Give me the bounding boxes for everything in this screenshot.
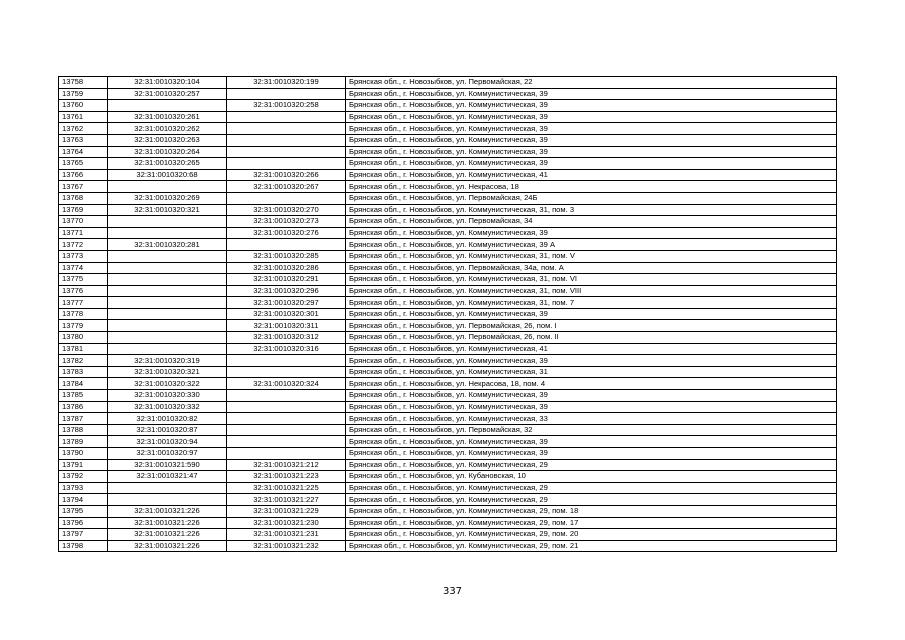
object-cadastral-number-cell: 32:31:0010320:258 [227, 100, 346, 112]
table-row [59, 285, 837, 297]
cadastral-number-cell [108, 343, 227, 355]
row-number-cell: 13795 [59, 505, 108, 517]
row-number-cell: 13774 [59, 262, 108, 274]
object-cadastral-number-cell [227, 424, 346, 436]
row-number-cell: 13763 [59, 134, 108, 146]
registry-table-body [59, 77, 837, 552]
table-row [59, 262, 837, 274]
address-cell: Брянская обл., г. Новозыбков, ул. Кубановская, 10 [346, 471, 837, 483]
cadastral-number-cell: 32:31:0010320:321 [108, 366, 227, 378]
cadastral-number-cell [108, 100, 227, 112]
object-cadastral-number-cell: 32:31:0010321:232 [227, 540, 346, 552]
row-number-cell: 13788 [59, 424, 108, 436]
address-cell: Брянская обл., г. Новозыбков, ул. Коммунистическая, 31, пом. 7 [346, 297, 837, 309]
cadastral-number-cell [108, 285, 227, 297]
address-cell: Брянская обл., г. Новозыбков, ул. Коммунистическая, 39 [346, 436, 837, 448]
table-row [59, 320, 837, 332]
address-cell: Брянская обл., г. Новозыбков, ул. Коммунистическая, 33 [346, 413, 837, 425]
cadastral-number-cell [108, 494, 227, 506]
object-cadastral-number-cell: 32:31:0010320:316 [227, 343, 346, 355]
cadastral-number-cell: 32:31:0010320:104 [108, 77, 227, 89]
row-number-cell: 13798 [59, 540, 108, 552]
row-number-cell: 13784 [59, 378, 108, 390]
address-cell: Брянская обл., г. Новозыбков, ул. Первомайская, 26, пом. I [346, 320, 837, 332]
address-cell: Брянская обл., г. Новозыбков, ул. Коммунистическая, 39 [346, 448, 837, 460]
address-cell: Брянская обл., г. Новозыбков, ул. Первомайская, 24Б [346, 192, 837, 204]
object-cadastral-number-cell [227, 366, 346, 378]
object-cadastral-number-cell: 32:31:0010320:301 [227, 308, 346, 320]
object-cadastral-number-cell: 32:31:0010321:227 [227, 494, 346, 506]
row-number-cell: 13776 [59, 285, 108, 297]
cadastral-number-cell: 32:31:0010320:263 [108, 134, 227, 146]
row-number-cell: 13783 [59, 366, 108, 378]
row-number-cell: 13796 [59, 517, 108, 529]
address-cell: Брянская обл., г. Новозыбков, ул. Коммунистическая, 39 [346, 308, 837, 320]
table-row [59, 192, 837, 204]
table-row [59, 505, 837, 517]
page-number: 337 [442, 586, 463, 597]
address-cell: Брянская обл., г. Новозыбков, ул. Коммунистическая, 41 [346, 169, 837, 181]
table-row [59, 146, 837, 158]
cadastral-number-cell [108, 320, 227, 332]
address-cell: Брянская обл., г. Новозыбков, ул. Некрасова, 18 [346, 181, 837, 193]
address-cell: Брянская обл., г. Новозыбков, ул. Коммунистическая, 31, пом. VI [346, 274, 837, 286]
address-cell: Брянская обл., г. Новозыбков, ул. Коммунистическая, 39 [346, 134, 837, 146]
cadastral-number-cell: 32:31:0010320:68 [108, 169, 227, 181]
table-row [59, 436, 837, 448]
address-cell: Брянская обл., г. Новозыбков, ул. Коммунистическая, 29, пом. 17 [346, 517, 837, 529]
object-cadastral-number-cell: 32:31:0010321:225 [227, 482, 346, 494]
object-cadastral-number-cell [227, 111, 346, 123]
address-cell: Брянская обл., г. Новозыбков, ул. Первомайская, 22 [346, 77, 837, 89]
table-row [59, 413, 837, 425]
row-number-cell: 13770 [59, 216, 108, 228]
table-row [59, 366, 837, 378]
table-row [59, 459, 837, 471]
row-number-cell: 13762 [59, 123, 108, 135]
object-cadastral-number-cell: 32:31:0010320:312 [227, 332, 346, 344]
cadastral-number-cell [108, 274, 227, 286]
cadastral-number-cell: 32:31:0010320:94 [108, 436, 227, 448]
object-cadastral-number-cell [227, 448, 346, 460]
cadastral-number-cell: 32:31:0010320:97 [108, 448, 227, 460]
row-number-cell: 13760 [59, 100, 108, 112]
row-number-cell: 13791 [59, 459, 108, 471]
object-cadastral-number-cell: 32:31:0010321:230 [227, 517, 346, 529]
address-cell: Брянская обл., г. Новозыбков, ул. Первомайская, 32 [346, 424, 837, 436]
registry-table [58, 76, 837, 552]
cadastral-number-cell: 32:31:0010320:269 [108, 192, 227, 204]
object-cadastral-number-cell: 32:31:0010320:270 [227, 204, 346, 216]
table-row [59, 169, 837, 181]
row-number-cell: 13761 [59, 111, 108, 123]
cadastral-number-cell: 32:31:0010320:265 [108, 158, 227, 170]
table-row [59, 239, 837, 251]
object-cadastral-number-cell [227, 239, 346, 251]
address-cell: Брянская обл., г. Новозыбков, ул. Коммунистическая, 39 А [346, 239, 837, 251]
row-number-cell: 13767 [59, 181, 108, 193]
row-number-cell: 13772 [59, 239, 108, 251]
table-row [59, 424, 837, 436]
row-number-cell: 13797 [59, 529, 108, 541]
cadastral-number-cell: 32:31:0010320:264 [108, 146, 227, 158]
table-row [59, 308, 837, 320]
address-cell: Брянская обл., г. Новозыбков, ул. Коммунистическая, 39 [346, 158, 837, 170]
table-row [59, 494, 837, 506]
row-number-cell: 13789 [59, 436, 108, 448]
object-cadastral-number-cell [227, 390, 346, 402]
object-cadastral-number-cell: 32:31:0010321:223 [227, 471, 346, 483]
cadastral-number-cell: 32:31:0010320:82 [108, 413, 227, 425]
table-row [59, 448, 837, 460]
cadastral-number-cell: 32:31:0010320:281 [108, 239, 227, 251]
address-cell: Брянская обл., г. Новозыбков, ул. Коммунистическая, 39 [346, 123, 837, 135]
row-number-cell: 13768 [59, 192, 108, 204]
address-cell: Брянская обл., г. Новозыбков, ул. Коммунистическая, 39 [346, 146, 837, 158]
object-cadastral-number-cell: 32:31:0010320:266 [227, 169, 346, 181]
table-row [59, 343, 837, 355]
table-row [59, 517, 837, 529]
cadastral-number-cell: 32:31:0010321:226 [108, 540, 227, 552]
table-row [59, 378, 837, 390]
cadastral-number-cell [108, 227, 227, 239]
table-row [59, 227, 837, 239]
address-cell: Брянская обл., г. Новозыбков, ул. Коммунистическая, 39 [346, 390, 837, 402]
address-cell: Брянская обл., г. Новозыбков, ул. Коммунистическая, 39 [346, 401, 837, 413]
table-row [59, 297, 837, 309]
cadastral-number-cell: 32:31:0010321:47 [108, 471, 227, 483]
cadastral-number-cell [108, 297, 227, 309]
table-row [59, 216, 837, 228]
address-cell: Брянская обл., г. Новозыбков, ул. Коммунистическая, 31, пом. VIII [346, 285, 837, 297]
object-cadastral-number-cell [227, 436, 346, 448]
row-number-cell: 13779 [59, 320, 108, 332]
table-row [59, 540, 837, 552]
object-cadastral-number-cell: 32:31:0010320:297 [227, 297, 346, 309]
object-cadastral-number-cell [227, 401, 346, 413]
row-number-cell: 13792 [59, 471, 108, 483]
cadastral-number-cell [108, 181, 227, 193]
cadastral-number-cell: 32:31:0010321:590 [108, 459, 227, 471]
cadastral-number-cell: 32:31:0010320:332 [108, 401, 227, 413]
object-cadastral-number-cell: 32:31:0010321:231 [227, 529, 346, 541]
table-row [59, 123, 837, 135]
row-number-cell: 13787 [59, 413, 108, 425]
row-number-cell: 13781 [59, 343, 108, 355]
table-row [59, 250, 837, 262]
address-cell: Брянская обл., г. Новозыбков, ул. Коммунистическая, 29, пом. 18 [346, 505, 837, 517]
address-cell: Брянская обл., г. Новозыбков, ул. Коммунистическая, 31 [346, 366, 837, 378]
table-row [59, 77, 837, 89]
object-cadastral-number-cell: 32:31:0010321:229 [227, 505, 346, 517]
address-cell: Брянская обл., г. Новозыбков, ул. Некрасова, 18, пом. 4 [346, 378, 837, 390]
object-cadastral-number-cell [227, 134, 346, 146]
object-cadastral-number-cell: 32:31:0010320:311 [227, 320, 346, 332]
cadastral-number-cell: 32:31:0010321:226 [108, 529, 227, 541]
table-row [59, 332, 837, 344]
object-cadastral-number-cell: 32:31:0010321:212 [227, 459, 346, 471]
table-row [59, 100, 837, 112]
table-row [59, 482, 837, 494]
row-number-cell: 13759 [59, 88, 108, 100]
cadastral-number-cell: 32:31:0010320:261 [108, 111, 227, 123]
table-row [59, 471, 837, 483]
cadastral-number-cell: 32:31:0010320:321 [108, 204, 227, 216]
object-cadastral-number-cell: 32:31:0010320:291 [227, 274, 346, 286]
object-cadastral-number-cell: 32:31:0010320:267 [227, 181, 346, 193]
row-number-cell: 13771 [59, 227, 108, 239]
table-row [59, 529, 837, 541]
object-cadastral-number-cell: 32:31:0010320:285 [227, 250, 346, 262]
cadastral-number-cell: 32:31:0010320:330 [108, 390, 227, 402]
address-cell: Брянская обл., г. Новозыбков, ул. Первомайская, 26, пом. II [346, 332, 837, 344]
cadastral-number-cell [108, 250, 227, 262]
row-number-cell: 13773 [59, 250, 108, 262]
address-cell: Брянская обл., г. Новозыбков, ул. Коммунистическая, 29, пом. 21 [346, 540, 837, 552]
table-row [59, 390, 837, 402]
object-cadastral-number-cell [227, 146, 346, 158]
address-cell: Брянская обл., г. Новозыбков, ул. Коммунистическая, 39 [346, 355, 837, 367]
row-number-cell: 13777 [59, 297, 108, 309]
address-cell: Брянская обл., г. Новозыбков, ул. Коммунистическая, 39 [346, 111, 837, 123]
object-cadastral-number-cell [227, 355, 346, 367]
address-cell: Брянская обл., г. Новозыбков, ул. Первомайская, 34 [346, 216, 837, 228]
address-cell: Брянская обл., г. Новозыбков, ул. Коммунистическая, 29 [346, 494, 837, 506]
address-cell: Брянская обл., г. Новозыбков, ул. Коммунистическая, 31, пом. 3 [346, 204, 837, 216]
cadastral-number-cell: 32:31:0010321:226 [108, 505, 227, 517]
object-cadastral-number-cell: 32:31:0010320:286 [227, 262, 346, 274]
cadastral-number-cell: 32:31:0010321:226 [108, 517, 227, 529]
address-cell: Брянская обл., г. Новозыбков, ул. Коммунистическая, 29 [346, 482, 837, 494]
row-number-cell: 13780 [59, 332, 108, 344]
cadastral-number-cell [108, 332, 227, 344]
row-number-cell: 13785 [59, 390, 108, 402]
row-number-cell: 13794 [59, 494, 108, 506]
cadastral-number-cell: 32:31:0010320:322 [108, 378, 227, 390]
row-number-cell: 13758 [59, 77, 108, 89]
object-cadastral-number-cell [227, 413, 346, 425]
object-cadastral-number-cell [227, 158, 346, 170]
row-number-cell: 13793 [59, 482, 108, 494]
object-cadastral-number-cell: 32:31:0010320:273 [227, 216, 346, 228]
cadastral-number-cell [108, 482, 227, 494]
table-row [59, 355, 837, 367]
address-cell: Брянская обл., г. Новозыбков, ул. Коммунистическая, 39 [346, 227, 837, 239]
address-cell: Брянская обл., г. Новозыбков, ул. Коммунистическая, 39 [346, 100, 837, 112]
object-cadastral-number-cell: 32:31:0010320:296 [227, 285, 346, 297]
row-number-cell: 13778 [59, 308, 108, 320]
address-cell: Брянская обл., г. Новозыбков, ул. Коммунистическая, 29, пом. 20 [346, 529, 837, 541]
row-number-cell: 13775 [59, 274, 108, 286]
address-cell: Брянская обл., г. Новозыбков, ул. Коммунистическая, 41 [346, 343, 837, 355]
address-cell: Брянская обл., г. Новозыбков, ул. Коммунистическая, 29 [346, 459, 837, 471]
object-cadastral-number-cell [227, 123, 346, 135]
cadastral-number-cell: 32:31:0010320:257 [108, 88, 227, 100]
row-number-cell: 13769 [59, 204, 108, 216]
object-cadastral-number-cell [227, 192, 346, 204]
row-number-cell: 13786 [59, 401, 108, 413]
table-row [59, 134, 837, 146]
address-cell: Брянская обл., г. Новозыбков, ул. Коммунистическая, 31, пом. V [346, 250, 837, 262]
table-row [59, 401, 837, 413]
cadastral-number-cell: 32:31:0010320:87 [108, 424, 227, 436]
row-number-cell: 13765 [59, 158, 108, 170]
table-row [59, 158, 837, 170]
row-number-cell: 13782 [59, 355, 108, 367]
table-row [59, 274, 837, 286]
table-row [59, 181, 837, 193]
address-cell: Брянская обл., г. Новозыбков, ул. Коммунистическая, 39 [346, 88, 837, 100]
object-cadastral-number-cell: 32:31:0010320:276 [227, 227, 346, 239]
table-row [59, 204, 837, 216]
object-cadastral-number-cell: 32:31:0010320:324 [227, 378, 346, 390]
cadastral-number-cell: 32:31:0010320:262 [108, 123, 227, 135]
cadastral-number-cell: 32:31:0010320:319 [108, 355, 227, 367]
table-row [59, 88, 837, 100]
cadastral-number-cell [108, 216, 227, 228]
cadastral-number-cell [108, 308, 227, 320]
row-number-cell: 13766 [59, 169, 108, 181]
object-cadastral-number-cell: 32:31:0010320:199 [227, 77, 346, 89]
object-cadastral-number-cell [227, 88, 346, 100]
cadastral-number-cell [108, 262, 227, 274]
row-number-cell: 13790 [59, 448, 108, 460]
row-number-cell: 13764 [59, 146, 108, 158]
address-cell: Брянская обл., г. Новозыбков, ул. Первомайская, 34а, пом. А [346, 262, 837, 274]
table-row [59, 111, 837, 123]
